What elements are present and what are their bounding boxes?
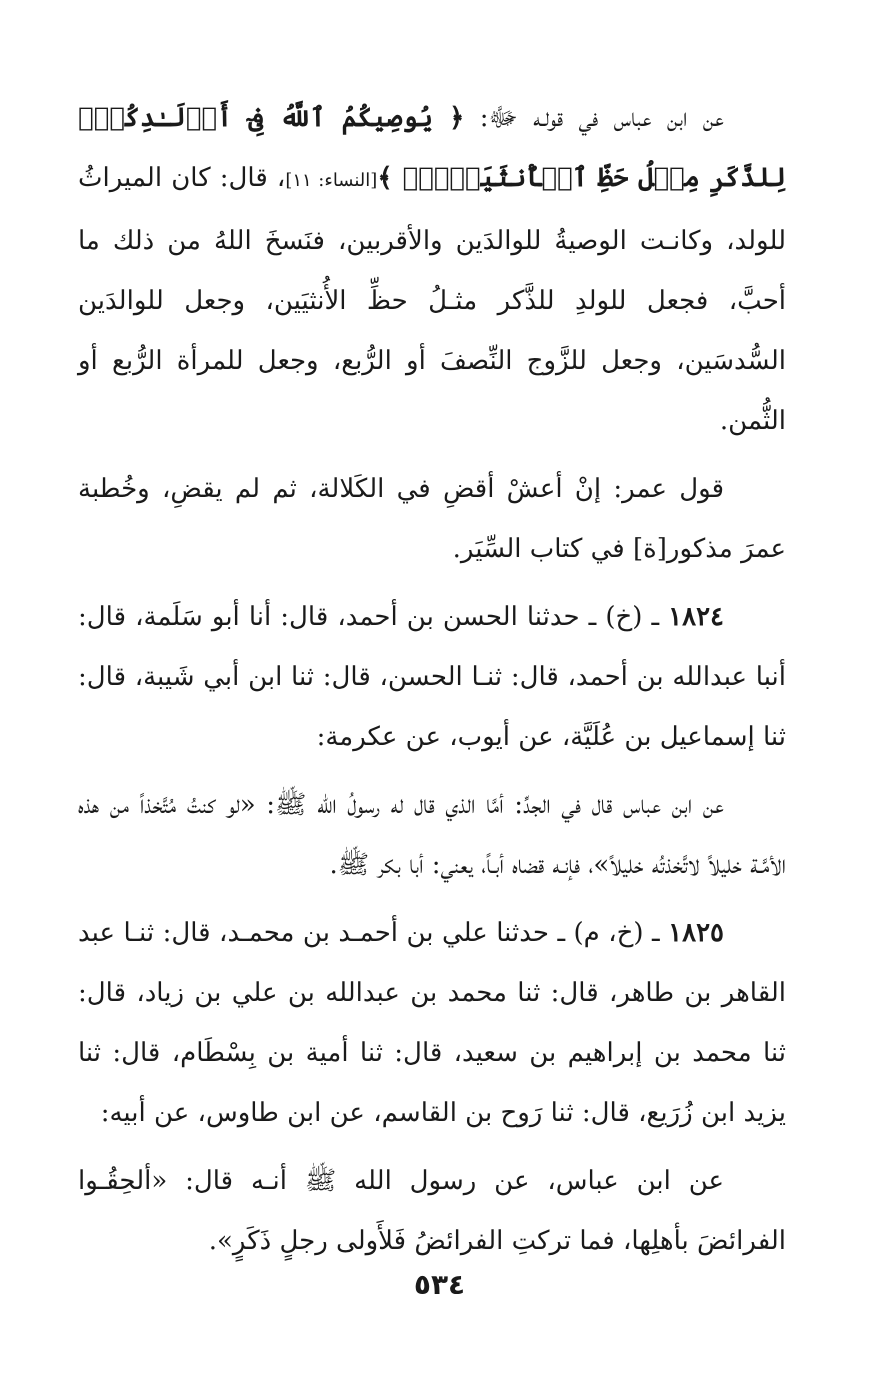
paragraph-umar-kalala	[78, 459, 786, 579]
paragraph-text: ، قال: كان الميراثُ للولد، وكانـت الوصيةُ للوالدَين والأقربين، فنَسخَ اللهُ من ذلك ما أحبَّ، فجعل للولدِ للذَّكر مثـلُ حظِّ الأُنثيَين، وجعل للوالدَين السُّدسَين، وجعل للزَّوج النِّصفَ أو الرُّبع، وجعل للمرأة الرُّبع أو الثُّمن.	[78, 163, 786, 436]
paragraph-text: قول عمر: إنْ أعشْ أقضِ في الكَلالة، ثم لم يقضِ، وخُطبة عمرَ مذكور[ة] في كتاب السِّيَر.	[78, 474, 786, 564]
paragraph-text: عن ابن عباس قال في الجدِّ: أمَّا الذي قال له رسولُ الله ﷺ: «لو كنتُ مُتَّخذاً من هذه الأمَّـة خليلاً لاتَّخذتُه خليلاً»، فإنـه قضاه أبـاً، يعني: أبا بكر ﷺ.	[78, 790, 786, 880]
paragraph-text: عن ابن عباس في قولـه ﷻ:	[464, 103, 724, 133]
paragraph-inheritance-verse	[78, 88, 786, 451]
document-body	[78, 88, 786, 1279]
paragraph-matn-1824	[78, 775, 786, 895]
hadith-number: ١٨٢٥	[668, 918, 724, 948]
paragraph-hadith-1825	[78, 903, 786, 1143]
paragraph-matn-1825	[78, 1151, 786, 1271]
quran-verse: ﴿ يُوصِيكُمُ ٱللَّهُ فِىٓ أَوۡلَـٰدِكُمۡۖ لِلذَّكَرِ مِثۡلُ حَظِّ ٱلۡأُنثَيَيۡنِۚ ﴾	[78, 103, 786, 193]
hadith-number: ١٨٢٤	[668, 602, 724, 632]
paragraph-text: عن ابن عباس، عن رسول الله ﷺ أنـه قال: «ألحِقُـوا الفرائضَ بأهلِها، فما تركتِ الفرائضُ فَلأَولى رجلٍ ذَكَرٍ».	[78, 1166, 786, 1256]
page-number: ٥٣٤	[413, 1268, 466, 1301]
isnad-text: ـ (خ) ـ حدثنا الحسن بن أحمد، قال: أنا أبو سَلَمة، قال: أنبا عبدالله بن أحمد، قال: ثنـا الحسن، قال: ثنا ابن أبي شَيبة، قال: ثنا إسماعيل بن عُلَيَّة، عن أيوب، عن عكرمة:	[78, 602, 786, 752]
isnad-text: ـ (خ، م) ـ حدثنا علي بن أحمـد بن محمـد، قال: ثنـا عبد القاهر بن طاهر، قال: ثنا محمد بن عبدالله بن علي بن زياد، قال: ثنا محمد بن إبراهيم بن سعيد، قال: ثنا أمية بن بِسْطَام، قال: ثنا يزيد ابن زُرَيع، قال: ثنا رَوح بن القاسم، عن ابن طاوس، عن أبيه:	[78, 918, 786, 1128]
paragraph-hadith-1824	[78, 587, 786, 767]
verse-reference: [النساء: ١١]	[285, 170, 378, 191]
